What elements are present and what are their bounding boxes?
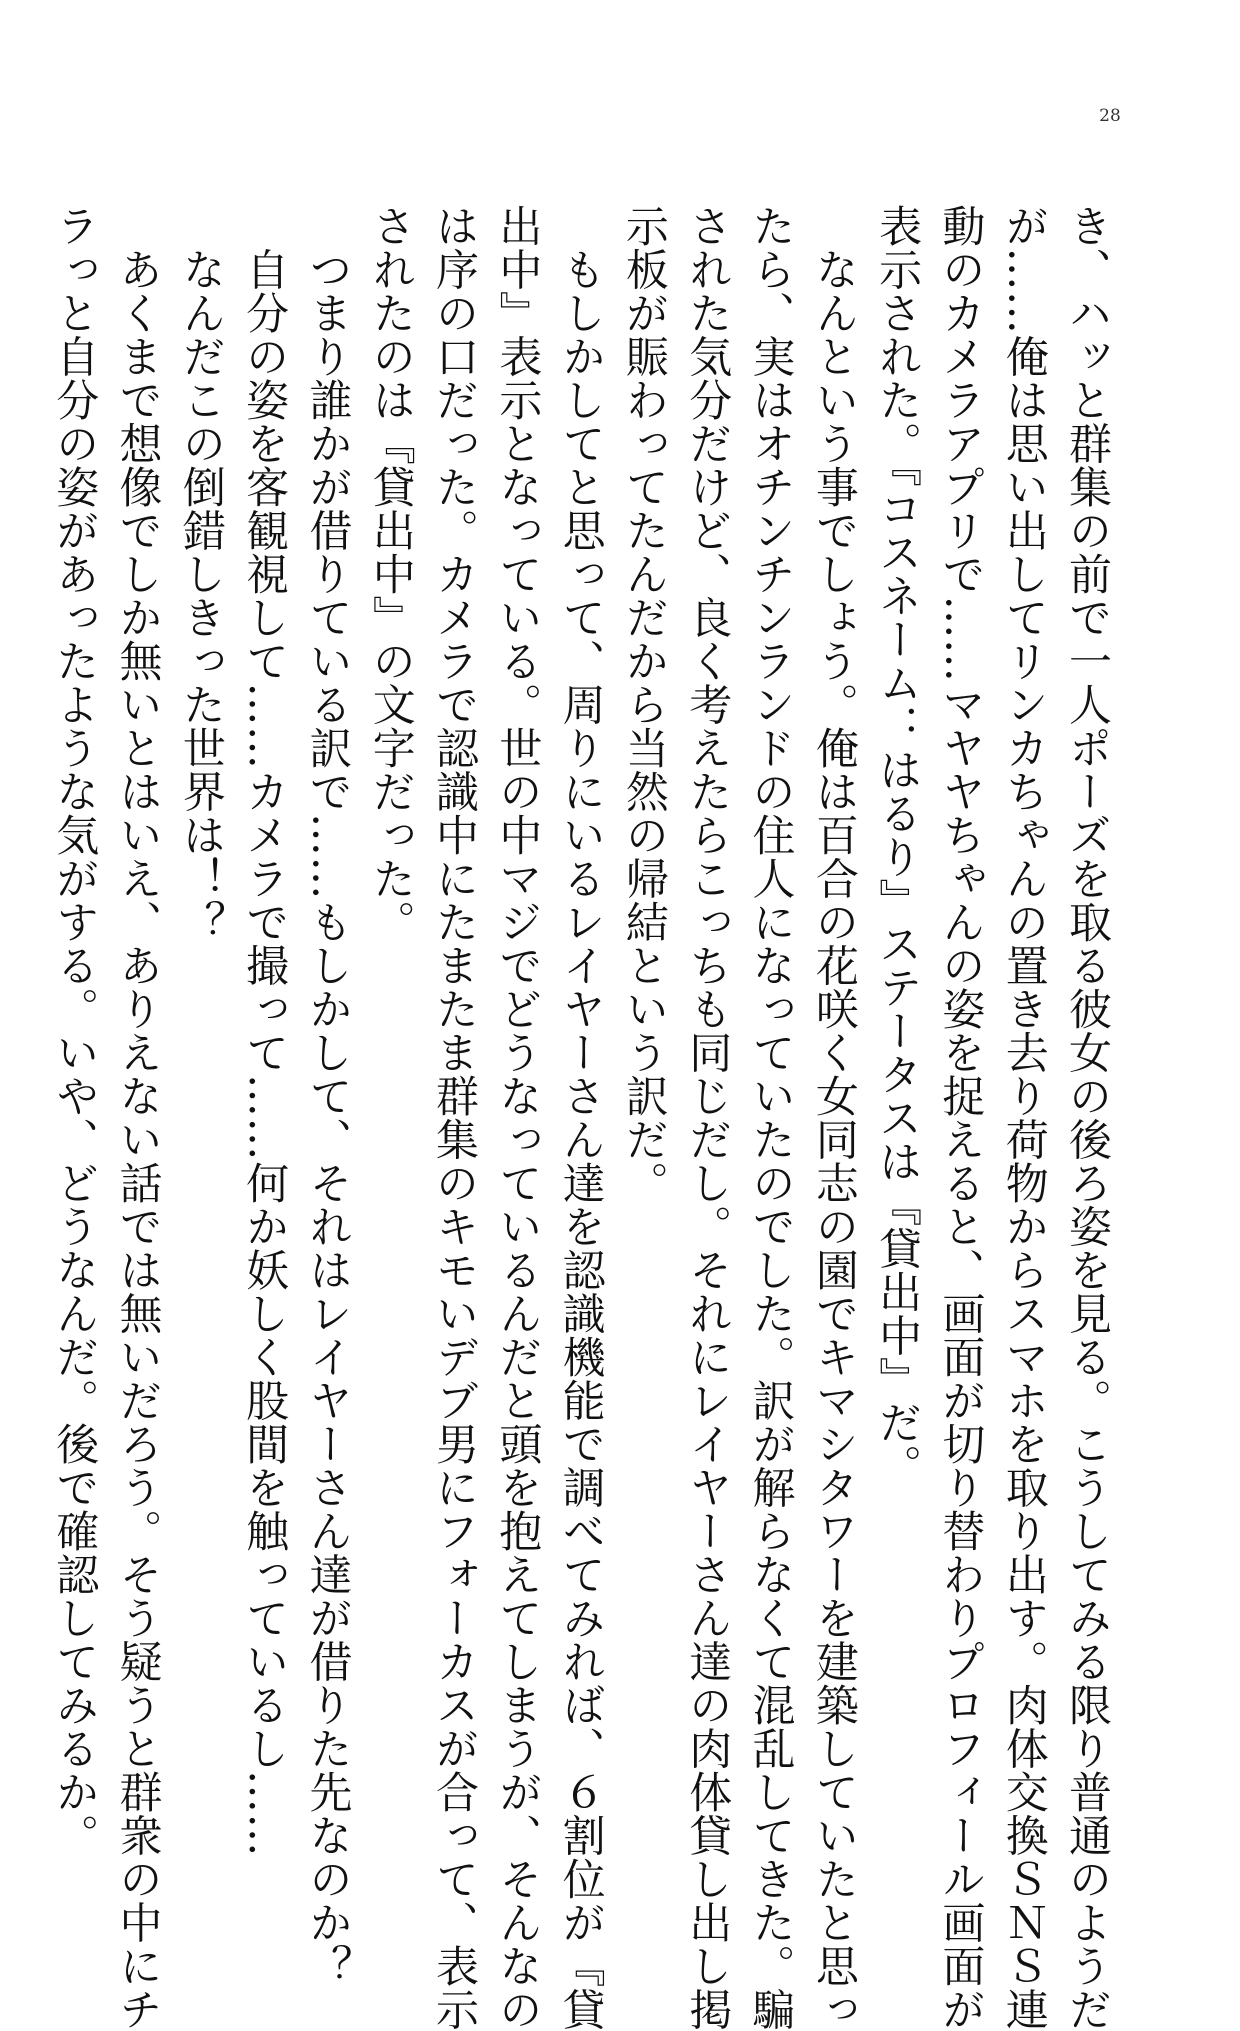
text-line: 自分の姿を客観視して……カメラで撮って……何か妖しく股間を触っているし…… (239, 204, 290, 1857)
text-line: 表示された。『コスネーム：はるり』ステータスは『貸出中』だ。 (872, 204, 923, 1488)
text-line: つまり誰かが借りている訳で……もしかして、それはレイヤーさん達が借りた先なのか？ (302, 204, 353, 1988)
text-line: された気分だけど、良く考えたらこっちも同じだし。それにレイヤーさん達の肉体貸し出し掲 (682, 204, 733, 2031)
text-line: が……俺は思い出してリンカちゃんの置き去り荷物からスマホを取り出す。肉体交換ＳＮＳ連 (998, 204, 1049, 2031)
text-line: されたのは『貸出中』の文字だった。 (365, 204, 416, 944)
text-line: 出中』表示となっている。世の中マジでどうなっているんだと頭を抱えてしまうが、そんなの (492, 204, 543, 2031)
text-line: 動のカメラアプリで……マヤヤちゃんの姿を捉えると、画面が切り替わりプロフィール画面が (935, 204, 986, 2031)
text-line: なんという事でしょう。俺は百合の花咲く女同志の園でキマシタワーを建築していたと思っ (808, 204, 859, 2031)
text-line: たら、実はオチンチンランドの住人になっていたのでした。訳が解らなくて混乱してきた。騙 (745, 204, 796, 2031)
text-line: もしかしてと思って、周りにいるレイヤーさん達を認識機能で調べてみれば、６割位が『貸 (555, 204, 606, 2031)
text-line: ラっと自分の姿があったような気がする。いや、どうなんだ。後で確認してみるか。 (49, 204, 100, 1857)
text-line: き、ハッと群集の前で一人ポーズを取る彼女の後ろ姿を見る。こうしてみる限り普通のようだ (1062, 204, 1112, 2031)
text-line: は序の口だった。カメラで認識中にたまたま群集のキモいデブ男にフォーカスが合って、表示 (429, 204, 480, 2031)
text-line: なんだこの倒錯しきった世界は！？ (175, 204, 226, 944)
text-line: あくまで想像でしか無いとはいえ、ありえない話では無いだろう。そう疑うと群衆の中にチ (112, 204, 163, 2031)
vertical-body-text (49, 204, 1118, 2031)
text-line: 示板が賑わってたんだから当然の帰結という訳だ。 (618, 204, 669, 1205)
page-number: 28 (1099, 106, 1121, 126)
